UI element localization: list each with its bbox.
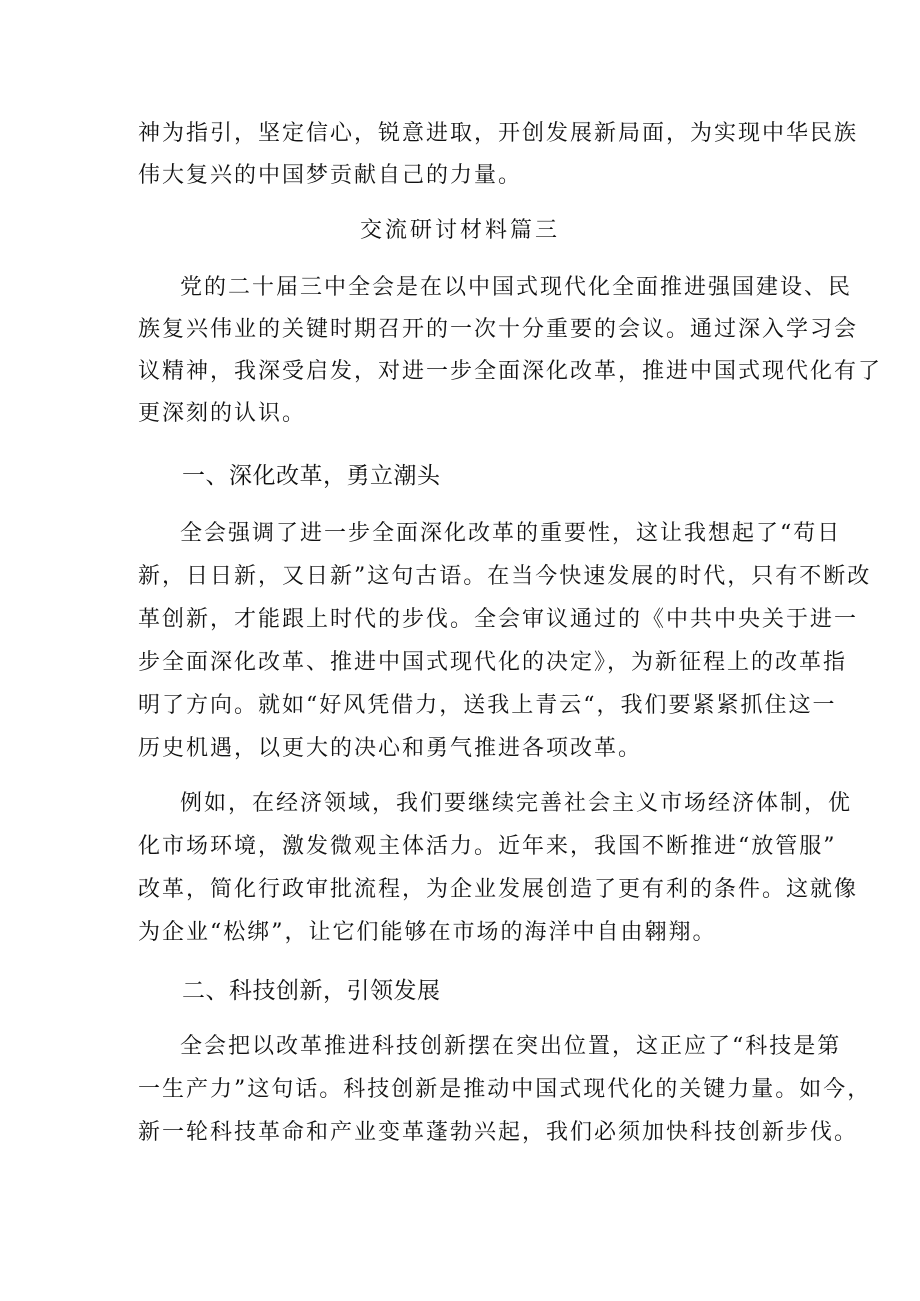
paragraph-line: 议精神，我深受启发，对进一步全面深化改革，推进中国式现代化有了 xyxy=(138,359,883,384)
paragraph-line: 改革，简化行政审批流程，为企业发展创造了更有利的条件。这就像 xyxy=(138,877,859,902)
paragraph-line: 革创新，才能跟上时代的步伐。全会审议通过的《中共中央关于进一 xyxy=(138,607,859,632)
paragraph-line: 全会把以改革推进科技创新摆在突出位置，这正应了“科技是第 xyxy=(180,1034,842,1059)
section-heading: 二、科技创新，引领发展 xyxy=(182,978,441,1004)
paragraph-line: 神为指引，坚定信心，锐意进取，开创发展新局面，为实现中华民族 xyxy=(138,121,859,146)
paragraph-line: 伟大复兴的中国梦贡献自己的力量。 xyxy=(138,163,523,188)
paragraph-line: 例如，在经济领域，我们要继续完善社会主义市场经济体制，优 xyxy=(180,791,853,816)
paragraph-line: 明了方向。就如“好风凭借力，送我上青云“，我们要紧紧抓住这一 xyxy=(138,693,837,718)
paragraph-line: 历史机遇，以更大的决心和勇气推进各项改革。 xyxy=(138,736,643,761)
paragraph-line: 新一轮科技革命和产业变革蓬勃兴起，我们必须加快科技创新步伐。 xyxy=(138,1120,859,1145)
paragraph-line: 党的二十届三中全会是在以中国式现代化全面推进强国建设、民 xyxy=(180,275,853,300)
document-title: 交流研讨材料篇三 xyxy=(359,218,560,243)
paragraph-line: 步全面深化改革、推进中国式现代化的决定》，为新征程上的改革指 xyxy=(138,650,848,675)
paragraph-line: 族复兴伟业的关键时期召开的一次十分重要的会议。通过深入学习会 xyxy=(138,317,859,342)
paragraph-line: 一生产力”这句话。科技创新是推动中国式现代化的关键力量。如今， xyxy=(138,1077,872,1102)
paragraph-line: 新，日日新，又日新”这句古语。在当今快速发展的时代，只有不断改 xyxy=(138,564,872,589)
paragraph-line: 更深刻的认识。 xyxy=(138,401,307,426)
paragraph-line: 为企业“松绑”，让它们能够在市场的海洋中自由翱翔。 xyxy=(138,920,717,945)
paragraph-line: 化市场环境，激发微观主体活力。近年来，我国不断推进“放管服” xyxy=(138,834,837,859)
paragraph-line: 全会强调了进一步全面深化改革的重要性，这让我想起了“苟日 xyxy=(180,521,842,546)
section-heading: 一、深化改革，勇立潮头 xyxy=(182,463,441,489)
